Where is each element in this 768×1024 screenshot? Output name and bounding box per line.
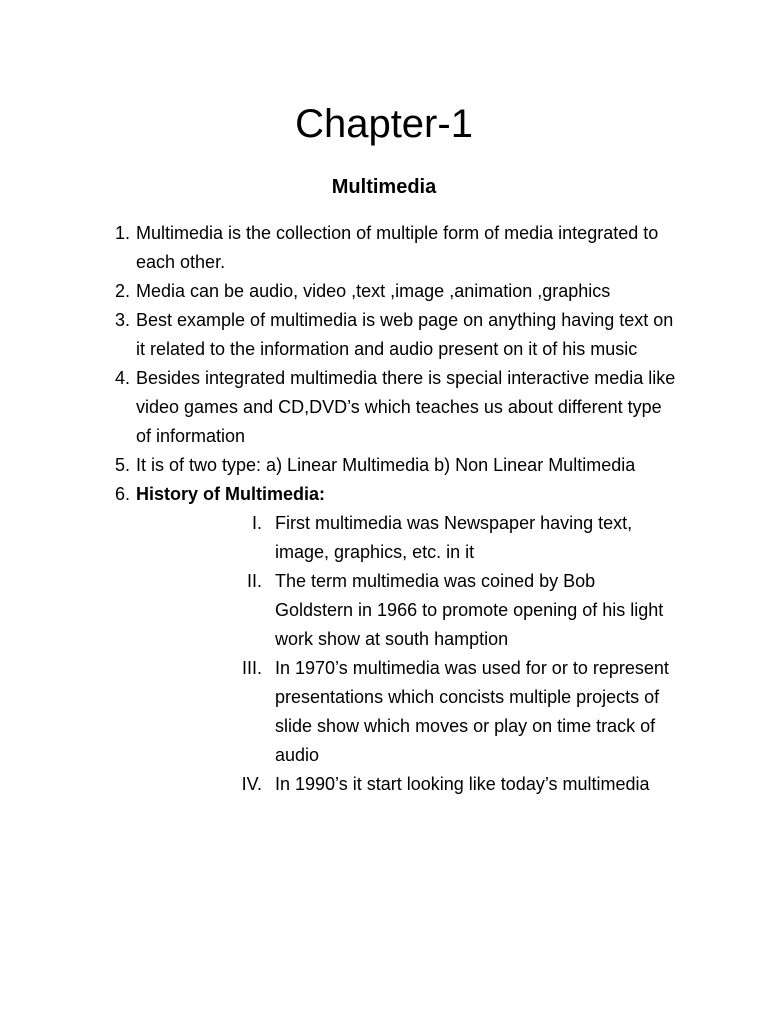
history-item-number: III.: [241, 658, 262, 678]
history-item-text: In 1990’s it start looking like today’s multimedia: [275, 774, 650, 794]
list-item-number: 4.: [114, 368, 130, 388]
history-item-number: II.: [246, 571, 262, 591]
history-item: [251, 509, 675, 567]
list-item: [0, 219, 676, 277]
history-list: [136, 509, 676, 799]
list-item-text: Media can be audio, video ,text ,image ,animation ,graphics: [136, 281, 611, 301]
list-item-history: [0, 480, 676, 799]
history-item: [241, 654, 675, 770]
history-item-text: In 1970’s multimedia was used for or to represent presentations which concists multiple projects of slide show which moves or play on time track of audio: [275, 658, 669, 765]
list-item-number: 6.: [114, 484, 130, 504]
list-item-number: 3.: [114, 310, 130, 330]
list-item-text: Besides integrated multimedia there is special interactive media like video games and CD,DVD’s which teaches us about different type of information: [136, 368, 676, 446]
page-title: Chapter-1: [295, 102, 473, 146]
list-item-text: Multimedia is the collection of multiple form of media integrated to each other.: [136, 223, 659, 272]
list-item: [0, 364, 676, 451]
history-item-text: First multimedia was Newspaper having text, image, graphics, etc. in it: [275, 513, 633, 562]
list-item-number: 1.: [114, 223, 130, 243]
history-item: [241, 770, 675, 799]
list-item: [0, 277, 676, 306]
history-item-number: IV.: [241, 774, 262, 794]
list-item-text: It is of two type: a) Linear Multimedia b) Non Linear Multimedia: [136, 455, 636, 475]
history-item-text: The term multimedia was coined by Bob Goldstern in 1966 to promote opening of his light work show at south hamption: [275, 571, 664, 649]
history-item-number: I.: [251, 513, 262, 533]
list-item: [0, 306, 676, 364]
list-item-text: Best example of multimedia is web page on anything having text on it related to the information and audio present on it of his music: [136, 310, 674, 359]
history-heading: History of Multimedia:: [136, 484, 326, 504]
list-item: [0, 451, 676, 480]
list-item-number: 5.: [114, 455, 130, 475]
history-item: [246, 567, 675, 654]
list-item-number: 2.: [114, 281, 130, 301]
section-heading: Multimedia: [331, 176, 437, 198]
numbered-list: [0, 219, 768, 799]
